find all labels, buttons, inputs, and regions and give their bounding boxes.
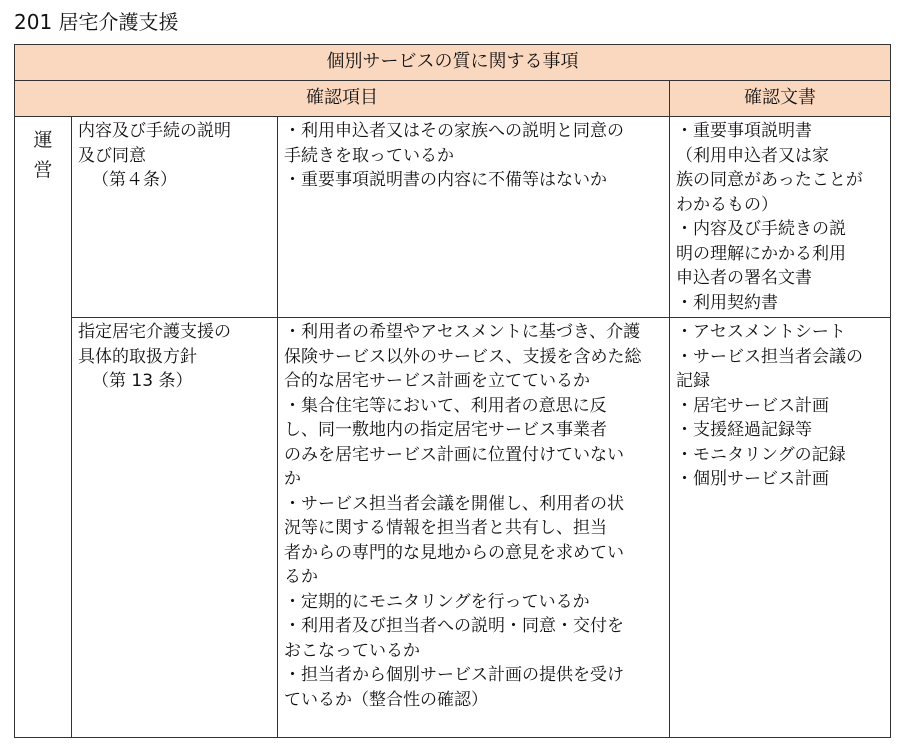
- item-line: 指定居宅介護支援の: [78, 322, 231, 342]
- item-line: 内容及び手続の説明: [78, 121, 231, 141]
- item-article: （第４条）: [92, 170, 177, 190]
- doc-line: 族の同意があったことが: [676, 170, 863, 190]
- check-line: 保険サービス以外のサービス、支援を含めた総: [284, 346, 642, 367]
- doc-line: 明の理解にかかる利用: [676, 243, 846, 264]
- doc-line: ・重要事項説明書: [676, 121, 812, 141]
- check-line: ・重要事項説明書の内容に不備等はないか: [284, 170, 607, 190]
- doc-cell: [670, 318, 891, 738]
- item-cell: [72, 318, 278, 738]
- check-line: ・担当者から個別サービス計画の提供を受け: [284, 665, 624, 685]
- category-char: 運: [33, 129, 53, 151]
- table-row: [15, 117, 891, 318]
- inspection-table: [14, 44, 891, 738]
- check-line: ・定期的にモニタリングを行っているか: [284, 591, 590, 612]
- check-line: ・利用者の希望やアセスメントに基づき、介護: [284, 322, 641, 342]
- check-line: のみを居宅サービス計画に位置付けていない: [284, 444, 624, 465]
- check-line: おこなっているか: [284, 640, 420, 661]
- doc-line: ・利用契約書: [676, 292, 778, 313]
- table-row: [15, 318, 891, 738]
- page-title: 201 居宅介護支援: [14, 10, 179, 34]
- doc-line: ・モニタリングの記録: [676, 444, 846, 465]
- category-char: 営: [33, 159, 53, 181]
- item-line: 及び同意: [78, 145, 146, 166]
- doc-line: ・内容及び手続きの説: [676, 219, 846, 239]
- doc-line: 記録: [676, 371, 710, 391]
- doc-line: （利用申込者又は家: [676, 145, 829, 166]
- check-line: ・サービス担当者会議を開催し、利用者の状: [284, 493, 624, 514]
- check-line: 手続きを取っているか: [284, 145, 454, 166]
- doc-line: わかるもの）: [676, 194, 778, 215]
- doc-line: ・サービス担当者会議の: [676, 346, 863, 367]
- check-line: し、同一敷地内の指定居宅サービス事業者: [284, 420, 607, 440]
- check-line: か: [284, 469, 301, 489]
- column-header-check-docs: 確認文書: [670, 81, 891, 117]
- section-header: 個別サービスの質に関する事項: [15, 45, 891, 81]
- check-line: ・利用申込者又はその家族への説明と同意の: [284, 121, 624, 141]
- doc-line: ・支援経過記録等: [676, 420, 812, 440]
- doc-line: 申込者の署名文書: [676, 268, 812, 288]
- column-header-row: [15, 81, 891, 117]
- check-line: 合的な居宅サービス計画を立てているか: [284, 371, 590, 391]
- check-line: ・集合住宅等において、利用者の意思に反: [284, 395, 607, 416]
- check-cell: [278, 117, 670, 318]
- item-line: 具体的取扱方針: [78, 346, 197, 367]
- check-line: ているか（整合性の確認）: [284, 689, 488, 710]
- item-cell: [72, 117, 278, 318]
- check-line: るか: [284, 567, 318, 587]
- doc-line: ・個別サービス計画: [676, 469, 829, 489]
- column-header-check-items: 確認項目: [15, 81, 670, 117]
- check-line: 者からの専門的な見地からの意見を求めてい: [284, 542, 624, 563]
- item-article: （第 13 条）: [92, 371, 193, 391]
- doc-line: ・アセスメントシート: [676, 322, 846, 342]
- check-line: 況等に関する情報を担当者と共有し、担当: [284, 518, 607, 538]
- check-line: ・利用者及び担当者への説明・同意・交付を: [284, 616, 624, 636]
- doc-cell: [670, 117, 891, 318]
- category-cell: [15, 117, 72, 738]
- doc-line: ・居宅サービス計画: [676, 395, 829, 416]
- section-header-row: [15, 45, 891, 81]
- check-cell: [278, 318, 670, 738]
